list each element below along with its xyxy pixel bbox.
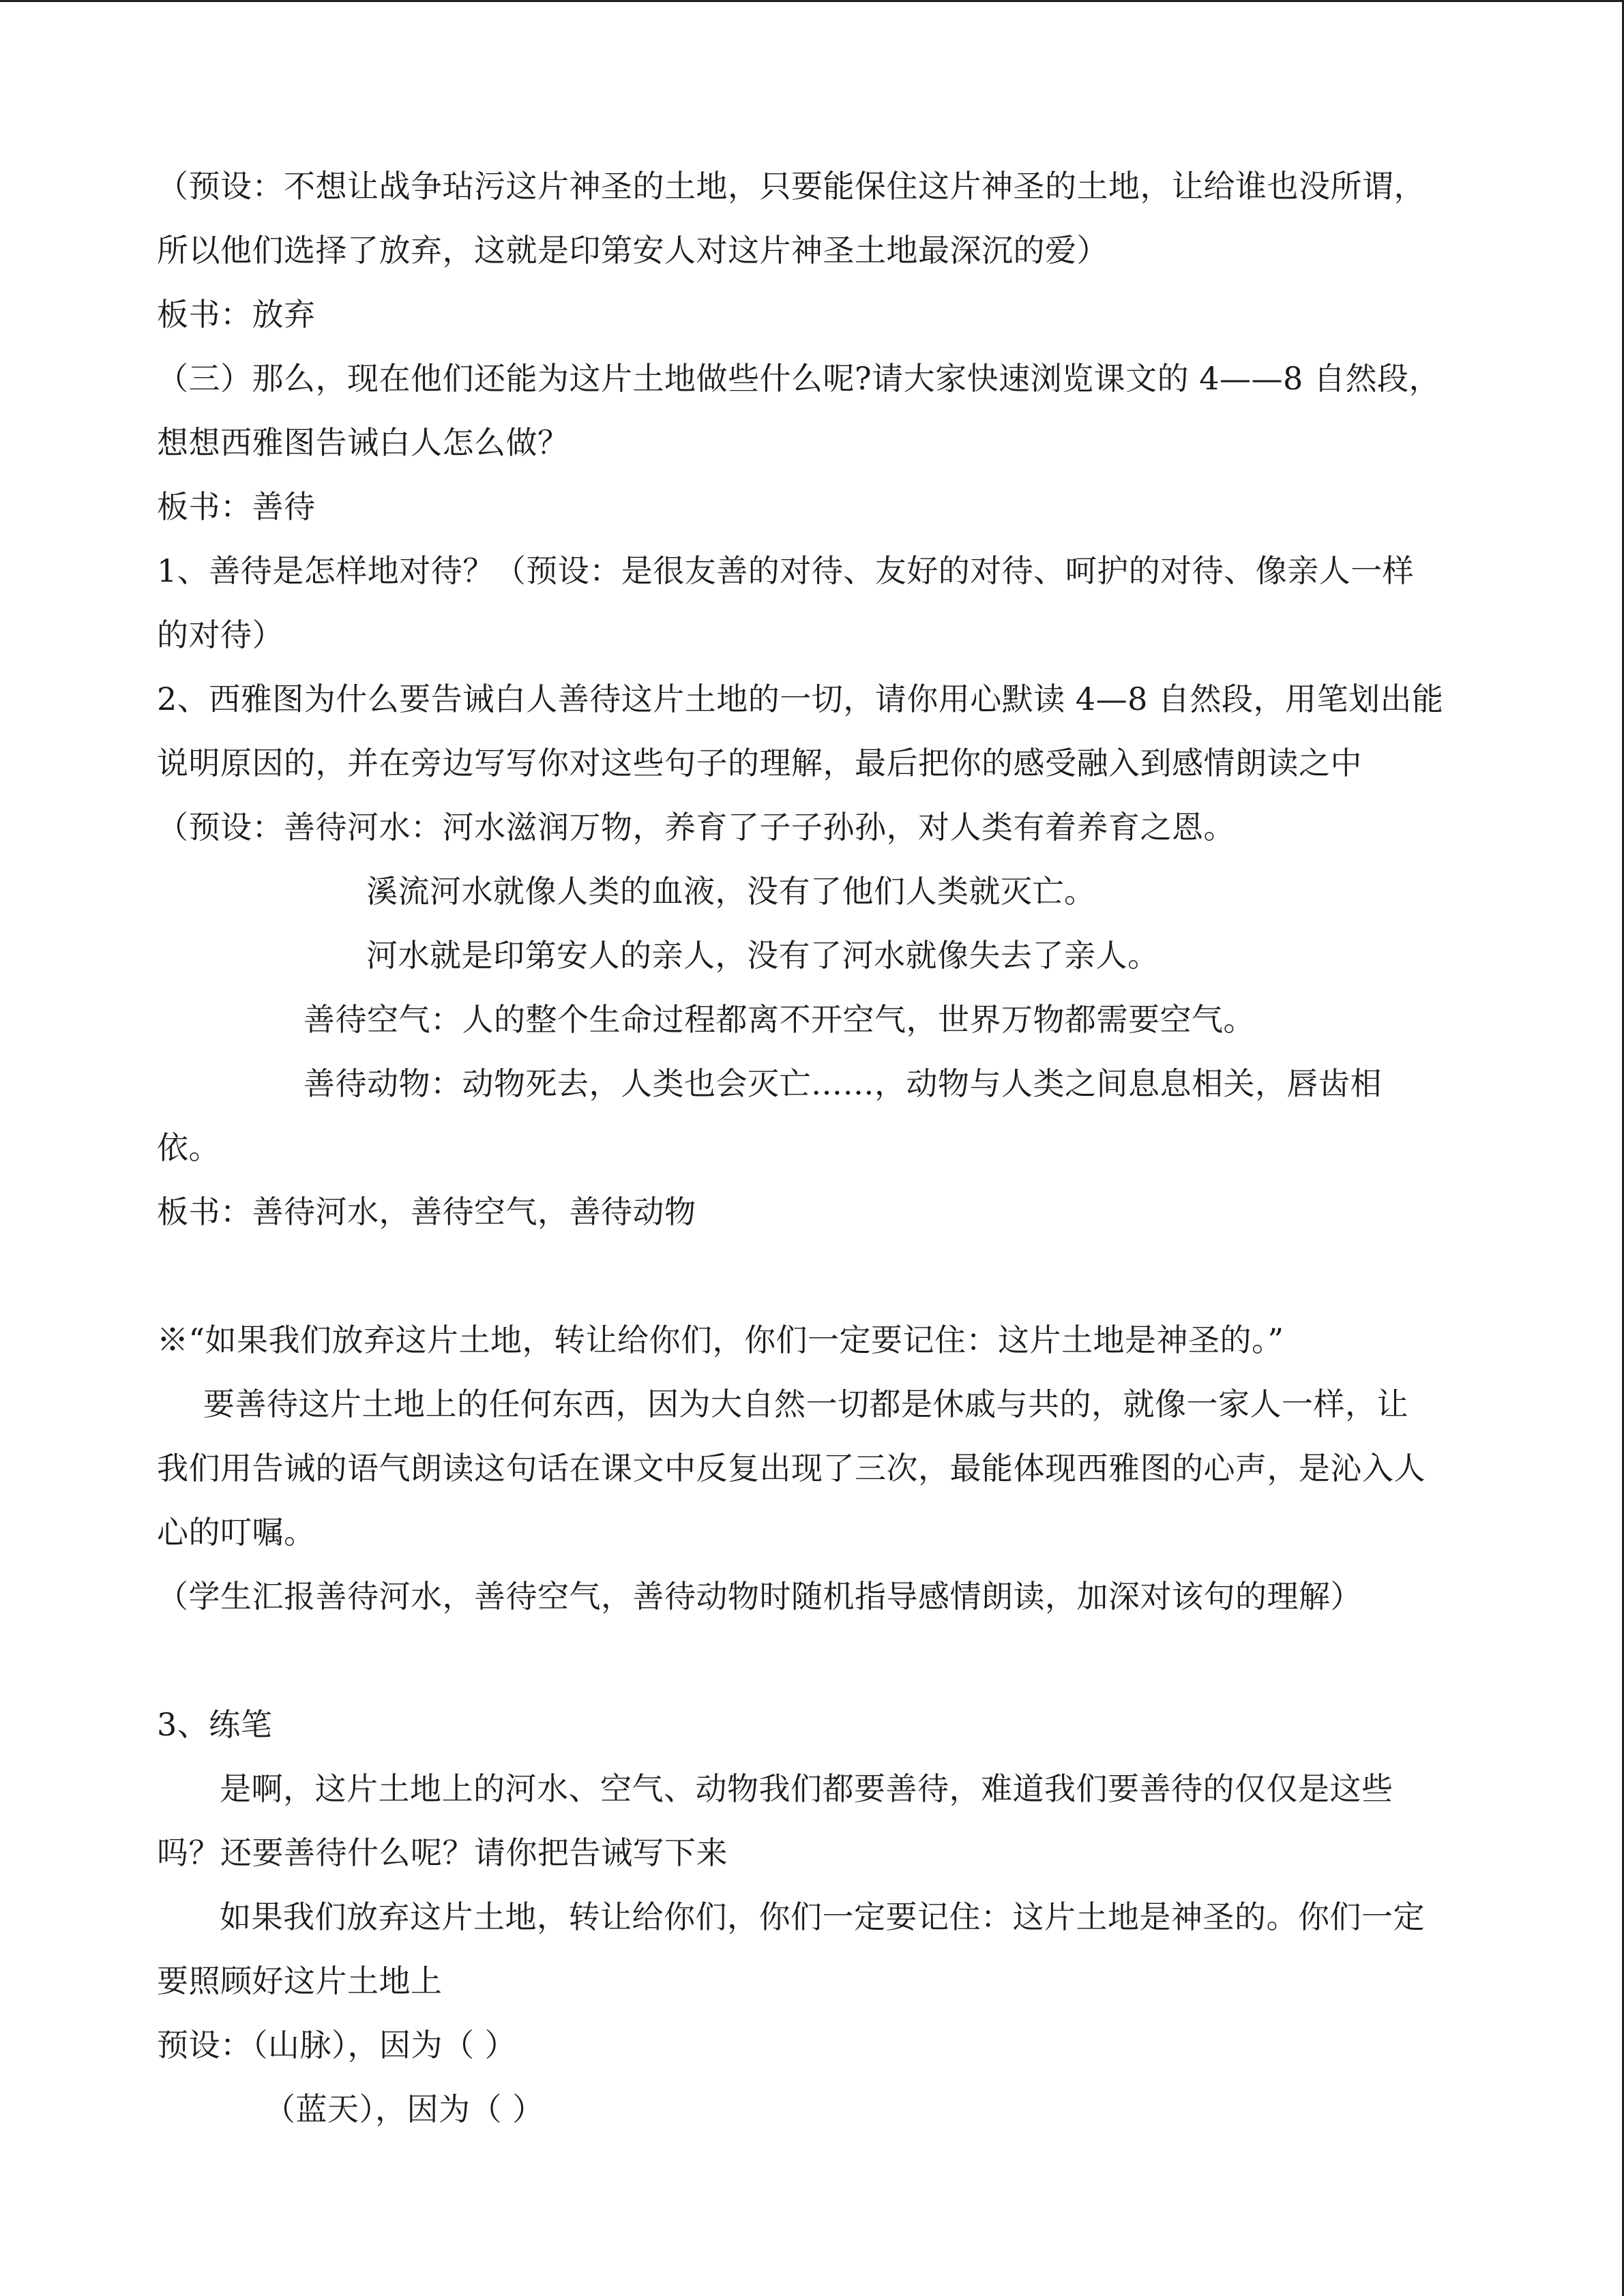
preset-animal-line-1: 善待动物：动物死去，人类也会灭亡……，动物与人类之间息息相关，唇齿相 <box>304 1065 1382 1102</box>
exercise-heading: 3、练笔 <box>157 1706 273 1743</box>
preset-blank-sky: （蓝天），因为（ ） <box>264 2091 544 2128</box>
key-sentence-quote: ※“如果我们放弃这片土地，转让给你们，你们一定要记住：这片土地是神圣的。” <box>157 1322 1284 1358</box>
preset-river-detail-1: 溪流河水就像人类的血液，没有了他们人类就灭亡。 <box>366 873 1096 910</box>
question-two-line-2: 说明原因的，并在旁边写写你对这些句子的理解，最后把你的感受融入到感情朗读之中 <box>157 745 1362 781</box>
preset-animal-line-2: 依。 <box>157 1129 220 1166</box>
exercise-prompt-line-1: 如果我们放弃这片土地，转让给你们，你们一定要记住：这片土地是神圣的。你们一定 <box>220 1898 1425 1935</box>
key-sentence-explain-2: 我们用告诫的语气朗读这句话在课文中反复出现了三次，最能体现西雅图的心声，是沁入人 <box>157 1450 1426 1487</box>
student-report-note: （学生汇报善待河水，善待空气，善待动物时随机指导感情朗读，加深对该句的理解） <box>157 1578 1362 1615</box>
exercise-intro-line-2: 吗？还要善待什么呢？请你把告诫写下来 <box>157 1834 728 1871</box>
preset-blank-mountains: 预设：（山脉），因为（ ） <box>157 2027 517 2063</box>
question-one-line-1: 1、善待是怎样地对待？（预设：是很友善的对待、友好的对待、呵护的对待、像亲人一样 <box>157 552 1415 589</box>
board-note-summary: 板书：善待河水，善待空气，善待动物 <box>157 1193 696 1230</box>
exercise-intro-line-1: 是啊，这片土地上的河水、空气、动物我们都要善待，难道我们要善待的仅仅是这些 <box>220 1770 1393 1807</box>
preset-paragraph-line-2: 所以他们选择了放弃，这就是印第安人对这片神圣土地最深沉的爱） <box>157 232 1108 269</box>
preset-river-line: （预设：善待河水：河水滋润万物，养育了子子孙孙，对人类有着养育之恩。 <box>157 809 1235 846</box>
section-three-line-1: （三）那么，现在他们还能为这片土地做些什么呢?请大家快速浏览课文的 4——8 自然段， <box>157 360 1441 397</box>
preset-river-detail-2: 河水就是印第安人的亲人，没有了河水就像失去了亲人。 <box>366 937 1160 974</box>
question-one-line-2: 的对待） <box>157 616 284 653</box>
preset-air-line: 善待空气：人的整个生命过程都离不开空气，世界万物都需要空气。 <box>304 1001 1255 1038</box>
key-sentence-explain-1: 要善待这片土地上的任何东西，因为大自然一切都是休戚与共的，就像一家人一样，让 <box>203 1386 1408 1422</box>
board-note-abandon: 板书：放弃 <box>157 296 316 333</box>
key-sentence-explain-3: 心的叮嘱。 <box>157 1514 316 1551</box>
question-two-line-1: 2、西雅图为什么要告诫白人善待这片土地的一切，请你用心默读 4—8 自然段，用笔划出能 <box>157 681 1444 717</box>
exercise-prompt-line-2: 要照顾好这片土地上 <box>157 1963 443 1999</box>
board-note-treat-well: 板书：善待 <box>157 488 316 525</box>
preset-paragraph-line-1: （预设：不想让战争玷污这片神圣的土地，只要能保住这片神圣的土地，让给谁也没所谓， <box>157 168 1426 205</box>
section-three-line-2: 想想西雅图告诫白人怎么做？ <box>157 424 570 461</box>
